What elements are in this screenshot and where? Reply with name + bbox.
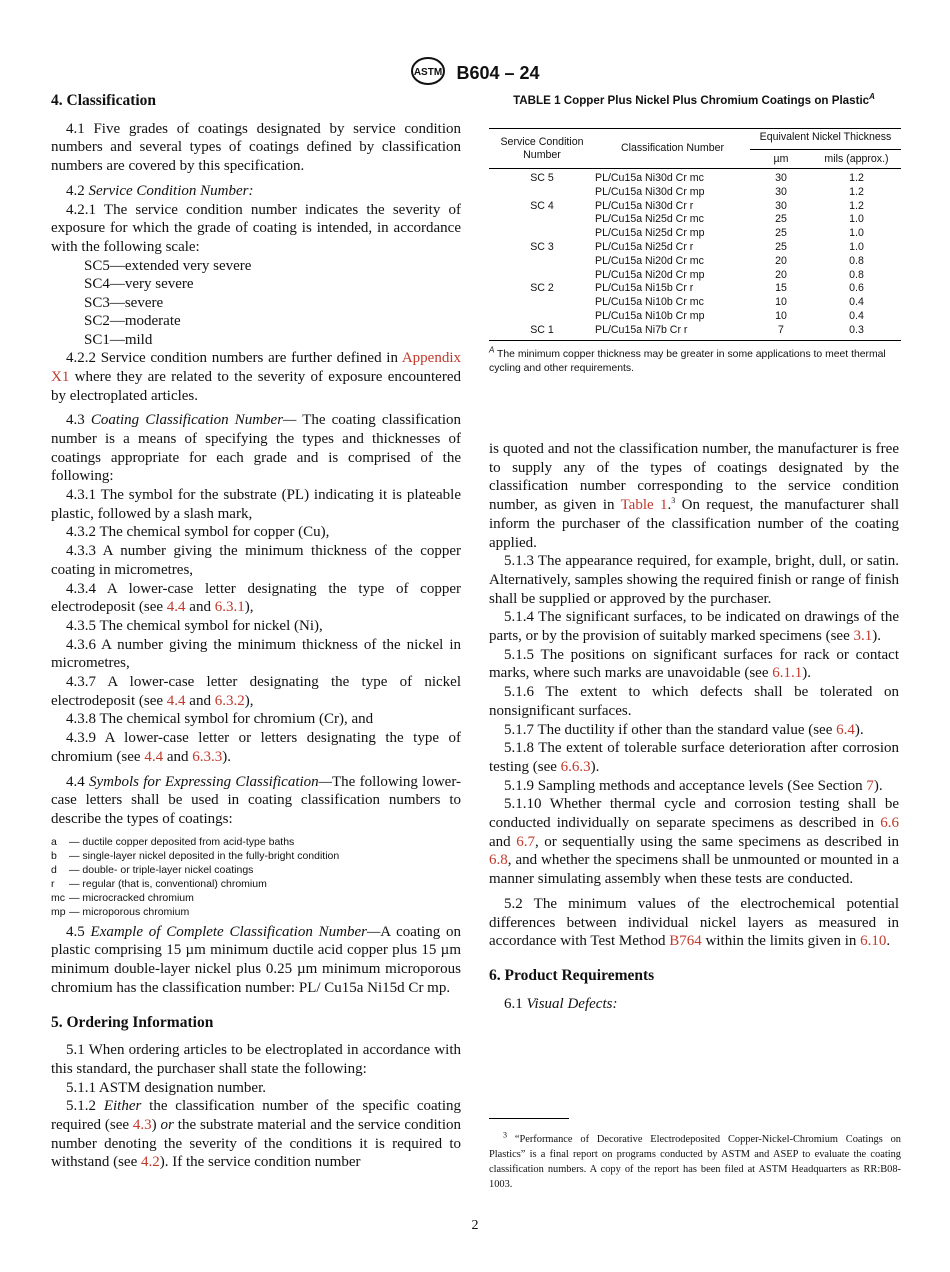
cell-service-condition [489,227,595,241]
legend-item: d — double- or triple-layer nickel coatings [51,863,254,876]
scale-item: SC2—moderate [84,313,181,330]
page-header [0,56,950,91]
cell-um: 20 [775,254,787,267]
link-4-4[interactable]: 4.4 [166,692,186,709]
link-table-1[interactable]: Table 1 [620,497,668,514]
para-5-1: 5.1 When ordering articles to be electroplated in accordance with this standard, the purchaser shall state the following: [51,1042,461,1077]
heading-classification: 4. Classification [51,92,157,109]
symbol-legend [51,835,461,919]
table-row [489,324,901,340]
cell-mils: 0.6 [849,282,864,295]
footnote-divider [489,1118,569,1119]
link-b764[interactable]: B764 [669,933,702,950]
table-row [489,282,901,296]
link-6-3-1[interactable]: 6.3.1 [214,599,245,616]
table-row [489,269,901,283]
para-5-1-7: 5.1.7 The ductility if other than the standard value (see 6.4). [504,721,864,738]
para-4-1: 4.1 Five grades of coatings designated by service condition numbers and several types of coatings defined by classification numbers are covered by this specification. [51,120,461,175]
para-4-3-5: 4.3.5 The chemical symbol for nickel (Ni), [66,617,323,634]
cell-classification: PL/Cu15a Ni10b Cr mp [595,309,705,322]
para-4-3-8: 4.3.8 The chemical symbol for chromium (Cr), and [66,711,374,728]
table-row [489,227,901,241]
link-4-4[interactable]: 4.4 [166,599,186,616]
link-6-3-3[interactable]: 6.3.3 [192,748,223,765]
cell-mils: 0.4 [849,309,864,322]
cell-service-condition: SC 3 [530,240,554,253]
cell-classification: PL/Cu15a Ni30d Cr mc [595,172,704,184]
link-6-6-3[interactable]: 6.6.3 [560,758,591,775]
col-header-um: µm [750,149,812,169]
cell-classification: PL/Cu15a Ni30d Cr mp [595,185,705,198]
para-4-3-1: 4.3.1 The symbol for the substrate (PL) indicating it is plateable plastic, followed by a slash mark, [51,487,461,522]
cell-um: 7 [750,324,812,340]
para-4-3-4: 4.3.4 A lower-case letter designating the type of copper electrodeposit (see 4.4 and 6.3.1), [51,580,461,616]
cell-um: 10 [775,309,787,322]
cell-service-condition [489,310,595,324]
cell-service-condition [489,255,595,269]
cell-um: 15 [775,282,787,295]
cell-um: 25 [775,213,787,226]
cell-mils: 1.2 [849,185,864,198]
left-column [51,92,461,1172]
legend-item: a — ductile copper deposited from acid-type baths [51,835,295,848]
table-row [489,241,901,255]
cell-mils: 1.2 [849,199,864,212]
link-6-8[interactable]: 6.8 [489,852,508,869]
cell-classification: PL/Cu15a Ni25d Cr mp [595,227,705,240]
link-6-4[interactable]: 6.4 [836,721,855,738]
para-5-1-4: 5.1.4 The significant surfaces, to be indicated on drawings of the parts, or by the provision of suitably marked specimens (see 3.1). [489,609,899,645]
cell-classification: PL/Cu15a Ni20d Cr mc [595,254,704,267]
table-title: TABLE 1 Copper Plus Nickel Plus Chromium Coatings on Plastic$^A$ [513,92,875,107]
cell-mils: 1.0 [849,227,864,240]
legend-item: r — regular (that is, conventional) chromium [51,877,267,890]
cell-um: 20 [775,268,787,281]
link-4-4[interactable]: 4.4 [144,748,164,765]
link-4-2[interactable]: 4.2 [140,1154,160,1171]
link-6-1-1[interactable]: 6.1.1 [772,665,803,682]
para-5-1-9: 5.1.9 Sampling methods and acceptance levels (See Section 7). [504,777,883,794]
cell-service-condition: SC 2 [530,282,554,295]
cell-um: 30 [775,185,787,198]
col-header-mils: mils (approx.) [812,149,901,169]
para-4-2-2: 4.2.2 Service condition numbers are further defined in Appendix X1 where they are related to the severity of exposure encountered by electroplated articles. [51,350,461,404]
astm-logo-icon [410,56,446,91]
link-6-10[interactable]: 6.10 [860,933,887,950]
link-6-7[interactable]: 6.7 [516,833,535,850]
para-5-1-10: 5.1.10 Whether thermal cycle and corrosion testing shall be conducted individually on separate specimens as described in 6.6 and 6.7, or sequentially using the same specimens as described in 6.8, and whether the specimens shall be unmounted or mounted in a manner simulating assembly when these tests are conducted. [489,796,900,888]
table-row [489,200,901,214]
para-4-5: 4.5 Example of Complete Classification Number—A coating on plastic comprising 15 µm minimum ductile acid copper plus 15 µm minimum double-layer nickel plus 0.25 µm minimum microporous chromium has the classification number: PL/ Cu15a Ni15d Cr mp. [51,923,462,996]
cell-mils: 0.4 [849,296,864,309]
cell-classification: PL/Cu15a Ni20d Cr mp [595,268,705,281]
cell-service-condition [489,269,595,283]
cell-mils: 1.0 [849,213,864,226]
heading-ordering-information: 5. Ordering Information [51,1013,214,1031]
link-6-3-2[interactable]: 6.3.2 [214,692,245,709]
cell-mils: 0.8 [849,268,864,281]
cell-service-condition [489,296,595,310]
cell-classification: PL/Cu15a Ni10b Cr mc [595,296,704,309]
para-4-2: 4.2 Service Condition Number: [66,182,254,199]
para-5-2: 5.2 The minimum values of the electrochemical potential differences between individual nickel layers as measured in accordance with Test Method B764 within the limits given in 6.10. [489,895,899,950]
para-5-1-8: 5.1.8 The extent of tolerable surface deterioration after corrosion testing (see 6.6.3). [489,740,899,775]
page-number: 2 [471,1218,479,1233]
designation: B604 – 24 [456,63,540,83]
classification-table [489,128,901,341]
cell-classification: PL/Cu15a Ni15b Cr r [595,282,694,295]
svg-text:ASTM: ASTM [414,67,443,78]
link-3-1[interactable]: 3.1 [853,628,873,645]
scale-item: SC3—severe [84,294,164,311]
cell-classification: PL/Cu15a Ni7b Cr r [595,324,750,340]
cell-mils: 0.8 [849,254,864,267]
cell-um: 25 [775,227,787,240]
cell-um: 10 [775,296,787,309]
cell-service-condition: SC 1 [489,324,595,340]
cell-mils: 0.3 [812,324,901,340]
legend-item: b — single-layer nickel deposited in the fully-bright condition [51,849,340,862]
table-row [489,296,901,310]
para-5-1-2: 5.1.2 Either the classification number of the specific coating required (see 4.3) or the substrate material and the service condition number denoting the severity of the conditions it is required to withstand (see 4.2). If the service condition number [51,1098,462,1171]
scale-list [51,257,461,350]
col-header-equivalent-thickness: Equivalent Nickel Thickness [750,129,901,150]
legend-item: mc — microcracked chromium [51,891,194,904]
link-appendix-x1[interactable]: Appendix X1 [51,350,461,385]
para-5-1-1: 5.1.1 ASTM designation number. [66,1079,266,1096]
para-4-3: 4.3 Coating Classification Number— The coating classification number is a means of specifying the types and thicknesses of coatings appropriate for each grade and is comprised of the following: [51,412,462,485]
scale-item: SC5—extended very severe [84,257,252,274]
col-header-classification: Classification Number [595,129,750,169]
cell-service-condition: SC 5 [530,172,554,184]
table-row [489,255,901,269]
footnote-3: $^3$ “Performance of Decorative Electrodeposited Copper-Nickel-Chromium Coatings on Plastics” is a final report on programs conducted by ASTM and ASEP to evaluate the coating classification numbers. A copy of the report has been filed at ASTM Headquarters as RR:B08-1003. [489,1130,901,1190]
para-4-3-9: 4.3.9 A lower-case letter or letters designating the type of chromium (see 4.4 and 6.3.3). [51,730,461,765]
link-section-7[interactable]: 7 [866,777,874,794]
para-4-2-1: 4.2.1 The service condition number indicates the severity of exposure for which the grade of coating is intended, in accordance with the following scale: [51,201,461,255]
cell-mils: 1.2 [849,172,864,184]
cell-mils: 1.0 [849,240,864,253]
cell-service-condition [489,186,595,200]
para-5-1-5: 5.1.5 The positions on significant surfaces for rack or contact marks, where such marks are unavoidable (see 6.1.1). [489,646,899,682]
cell-service-condition: SC 4 [530,199,554,212]
legend-item: mp — microporous chromium [51,905,190,918]
right-column [489,440,899,1013]
para-5-1-2-continued: is quoted and not the classification number, the manufacturer is free to supply any of the types of coatings designated by the classification number corresponding to the service condition number, as given in Table 1.$^3$ On request, the manufacturer shall inform the purchaser of the classification number of the coating applied. [489,441,899,551]
para-5-1-3: 5.1.3 The appearance required, for example, bright, dull, or satin. Alternatively, samples showing the required finish or range of finish shall be supplied or approved by the purchaser. [489,553,899,607]
para-4-3-7: 4.3.7 A lower-case letter designating the type of nickel electrodeposit (see 4.4 and 6.3.2), [51,674,461,709]
para-4-3-6: 4.3.6 A number giving the minimum thickness of the nickel in micrometres, [51,636,461,672]
para-4-4: 4.4 Symbols for Expressing Classification—The following lower-case letters shall be used in coating classification numbers to describe the types of coatings: [51,773,462,827]
cell-classification: PL/Cu15a Ni25d Cr mc [595,213,704,226]
scale-item: SC1—mild [84,331,153,348]
table-row [489,213,901,227]
cell-um: 30 [775,199,787,212]
table-row [489,186,901,200]
cell-um: 30 [775,172,787,184]
scale-item: SC4—very severe [84,276,194,293]
col-header-service-condition: Service Condition Number [489,129,595,169]
table-row [489,310,901,324]
cell-classification: PL/Cu15a Ni25d Cr r [595,240,694,253]
para-6-1: 6.1 Visual Defects: [504,995,618,1012]
cell-classification: PL/Cu15a Ni30d Cr r [595,199,694,212]
table-footnote: $^A$ The minimum copper thickness may be greater in some applications to meet thermal cycling and other requirements. [489,345,886,374]
para-4-3-2: 4.3.2 The chemical symbol for copper (Cu), [66,524,330,541]
para-5-1-6: 5.1.6 The extent to which defects shall be tolerated on nonsignificant surfaces. [489,684,899,719]
para-4-3-3: 4.3.3 A number giving the minimum thickness of the copper coating in micrometres, [51,543,461,578]
link-4-3[interactable]: 4.3 [132,1117,152,1134]
table-row [489,169,901,186]
link-6-6[interactable]: 6.6 [880,815,899,832]
heading-product-requirements: 6. Product Requirements [489,966,655,984]
cell-um: 25 [775,240,787,253]
cell-service-condition [489,213,595,227]
